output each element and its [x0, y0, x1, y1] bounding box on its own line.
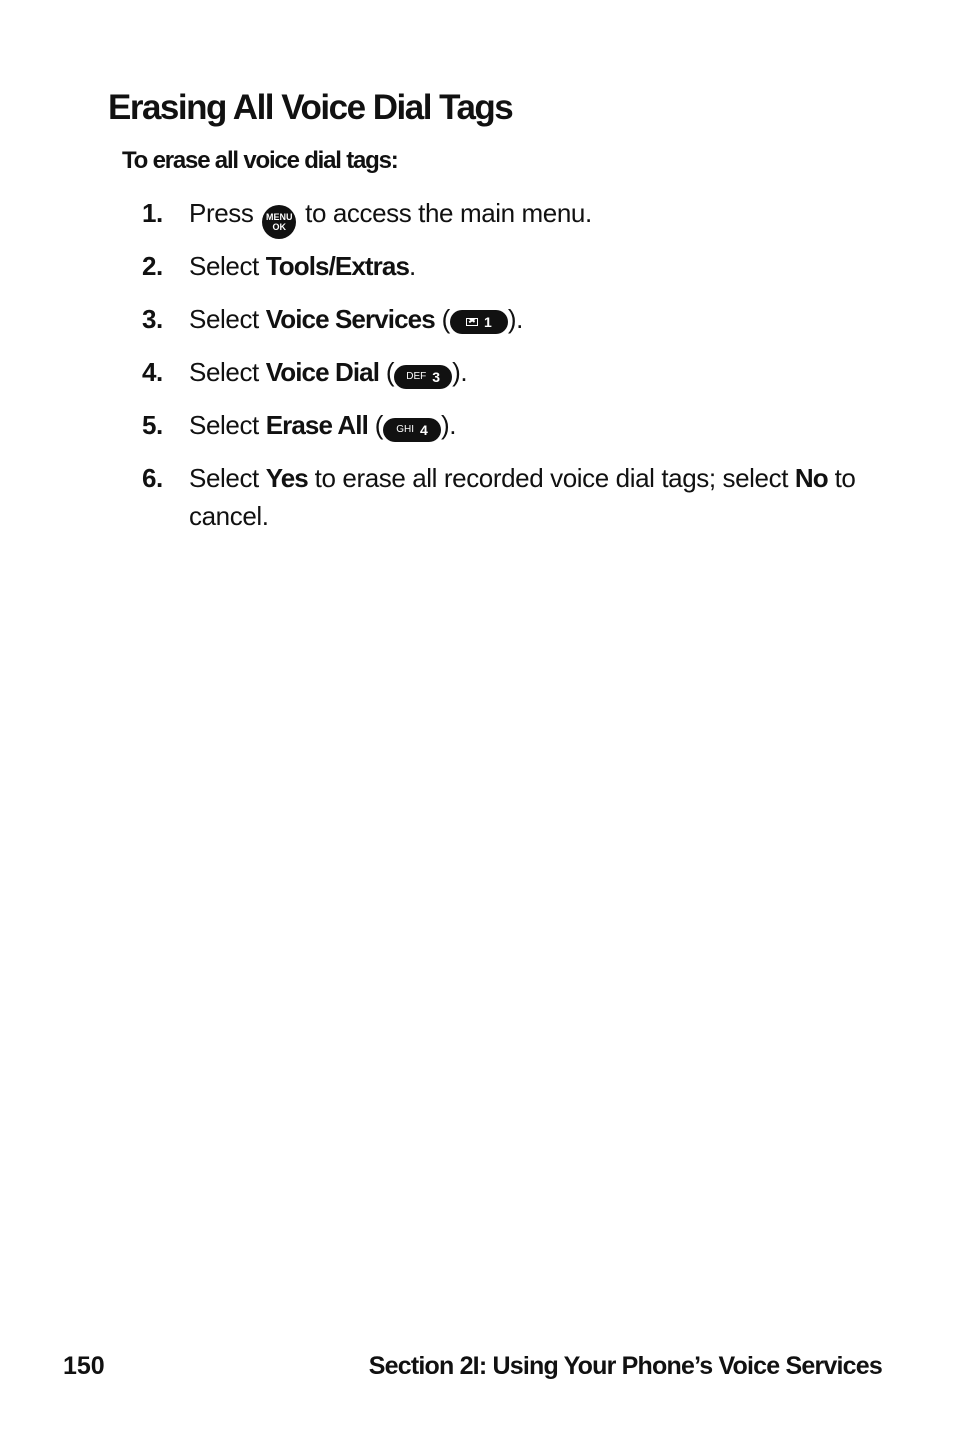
menu-option-voice-services: Voice Services: [265, 304, 435, 334]
section-title: Section 2I: Using Your Phone’s Voice Services: [368, 1352, 882, 1380]
key-3-icon: DEF 3: [394, 365, 452, 389]
menu-option-voice-dial: Voice Dial: [265, 357, 380, 387]
step-number: 2.: [142, 251, 163, 281]
key-4-icon: GHI 4: [383, 418, 441, 442]
step-text: Select Tools/Extras.: [189, 251, 416, 281]
step-text: Select Yes to erase all recorded voice dial tags; select No to cancel.: [189, 463, 856, 531]
page-title: Erasing All Voice Dial Tags: [108, 88, 513, 127]
envelope-icon: [466, 318, 478, 326]
step-number: 3.: [142, 304, 163, 334]
step-text: Press MENU OK to access the main menu.: [189, 194, 862, 239]
option-no: No: [794, 463, 828, 493]
key-1-icon: 1: [450, 310, 508, 334]
page-number: 150: [63, 1352, 105, 1380]
step-text: Select Voice Services ( 1 ).: [189, 304, 523, 334]
step-number: 5.: [142, 410, 163, 440]
step-text: Select Erase All ( GHI 4 ).: [189, 410, 457, 440]
menu-ok-key-icon: MENU OK: [262, 205, 296, 239]
option-yes: Yes: [265, 463, 308, 493]
step-number: 1.: [142, 198, 163, 228]
step-number: 4.: [142, 357, 163, 387]
step-number: 6.: [142, 463, 163, 493]
instructions-intro: To erase all voice dial tags:: [122, 147, 398, 174]
step-text: Select Voice Dial ( DEF 3 ).: [189, 357, 468, 387]
menu-option-tools-extras: Tools/Extras: [265, 251, 410, 281]
menu-option-erase-all: Erase All: [265, 410, 368, 440]
